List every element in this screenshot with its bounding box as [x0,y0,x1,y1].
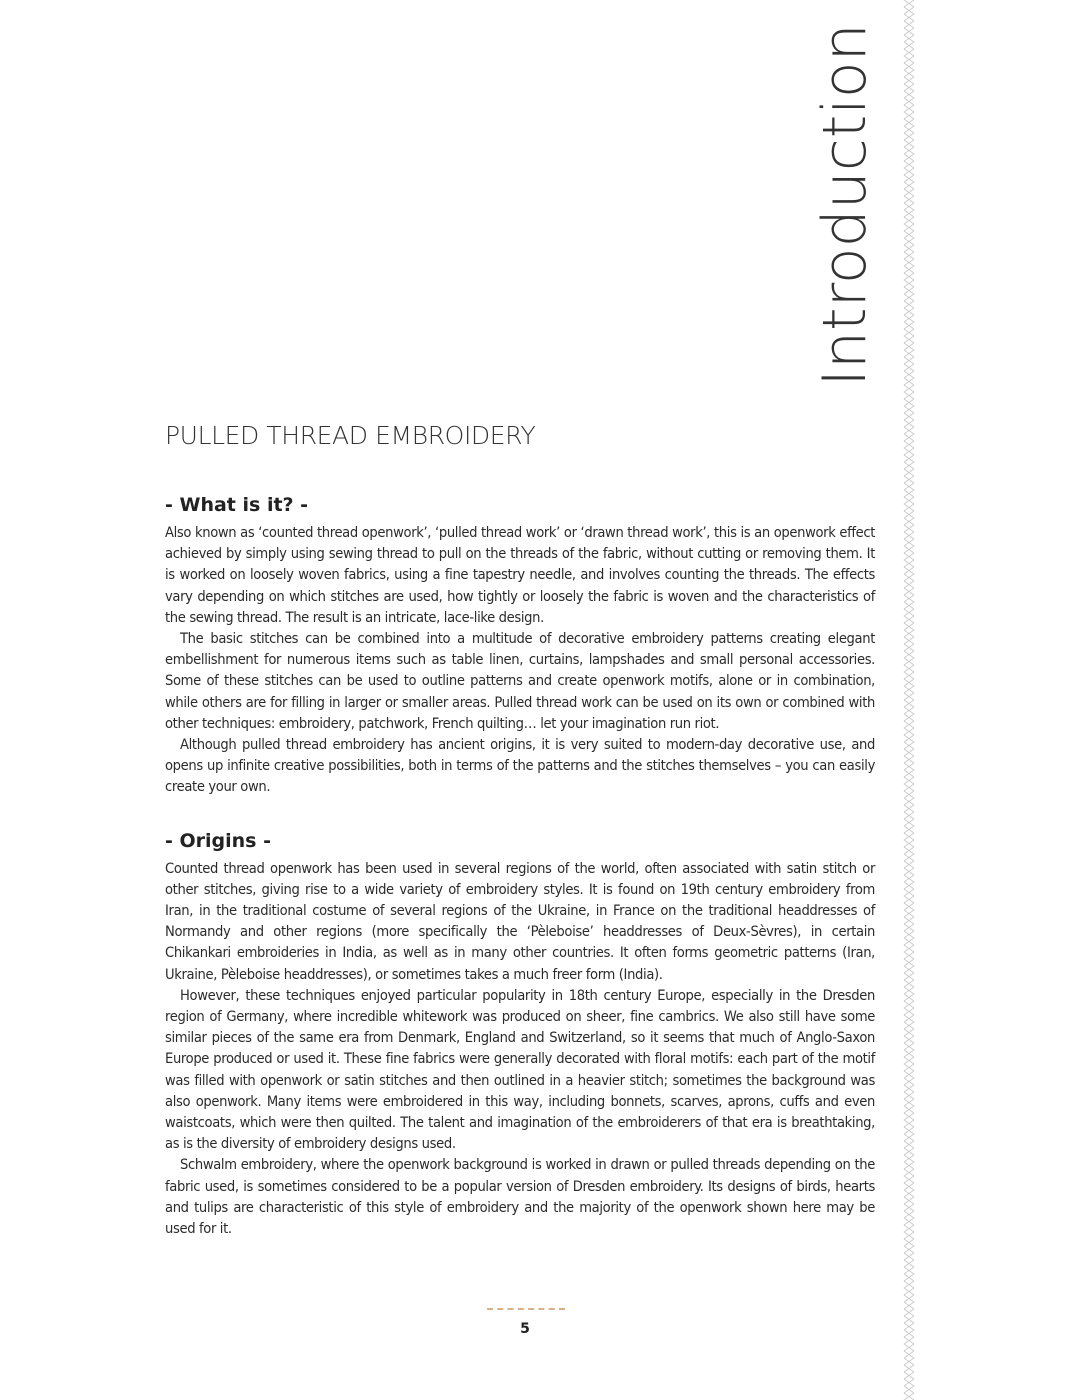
chapter-title: Introduction [810,23,880,387]
paragraph: Counted thread openwork has been used in several regions of the world, often associated with satin stitch or other stitches, giving rise to a wide variety of embroidery styles. It is found on 19th century embroidery from Iran, in the traditional costume of several regions of the Ukraine, in France on the traditional headdresses of Normandy and other regions (more specifically the ‘Pèleboise’ headdresses of Deux-Sèvres), in certain Chikankari embroideries in India, as well as in many other countries. It often forms geometric patterns (Iran, Ukraine, Pèleboise headdresses), or sometimes takes a much freer form (India). [165,859,875,983]
paragraph: Although pulled thread embroidery has ancient origins, it is very suited to modern-day decorative use, and opens up infinite creative possibilities, both in terms of the patterns and the stitches themselves – you can easily create your own. [165,736,875,796]
subheading-what-is-it: - What is it? - [165,494,309,516]
paragraph: Schwalm embroidery, where the openwork background is worked in drawn or pulled threads depending on the fabric used, is sometimes considered to be a popular version of Dresden embroidery. Its designs of birds, hearts and tulips are characteristic of this style of embroidery and the majority of the openwork shown here may be used for it. [165,1156,875,1238]
section-title: PULLED THREAD EMBROIDERY [165,421,536,450]
decorative-border-strip [902,0,916,1400]
paragraph: Also known as ‘counted thread openwork’, ‘pulled thread work’ or ‘drawn thread work’, this is an openwork effect achieved by simply using sewing thread to pull on the threads of the fabric, without cutting or removing them. It is worked on loosely woven fabrics, using a fine tapestry needle, and involves counting the threads. The effects vary depending on which stitches are used, how tightly or loosely the fabric is woven and the characteristics of the sewing thread. The result is an intricate, lace-like design. [165,524,875,626]
footer-dashed-divider [487,1308,565,1310]
paragraph: However, these techniques enjoyed particular popularity in 18th century Europe, especially in the Dresden region of Germany, where incredible whitework was produced on sheer, fine cambrics. We also still have some similar pieces of the same era from Denmark, England and Switzerland, so it seems that much of Anglo-Saxon Europe produced or used it. These fine fabrics were generally decorated with floral motifs: each part of the motif was filled with openwork or satin stitches and then outlined in a heavier stitch; sometimes the background was also openwork. Many items were embroidered in this way, including bonnets, scarves, aprons, cuffs and even waistcoats, which were then quilted. The talent and imagination of the embroiderers of that era is breathtaking, as is the diversity of embroidery designs used. [165,986,875,1153]
subheading-origins: - Origins - [165,829,271,852]
paragraph: The basic stitches can be combined into a multitude of decorative embroidery patterns creating elegant embellishment for numerous items such as table linen, curtains, lampshades and small personal accessories. Some of these stitches can be used to outline patterns and create openwork motifs, alone or in combination, while others are for filling in larger or smaller areas. Pulled thread work can be used on its own or combined with other techniques: embroidery, patchwork, French quilting… let your imagination run riot. [165,630,875,732]
page-number: 5 [520,1321,530,1337]
main-content [165,418,875,1239]
